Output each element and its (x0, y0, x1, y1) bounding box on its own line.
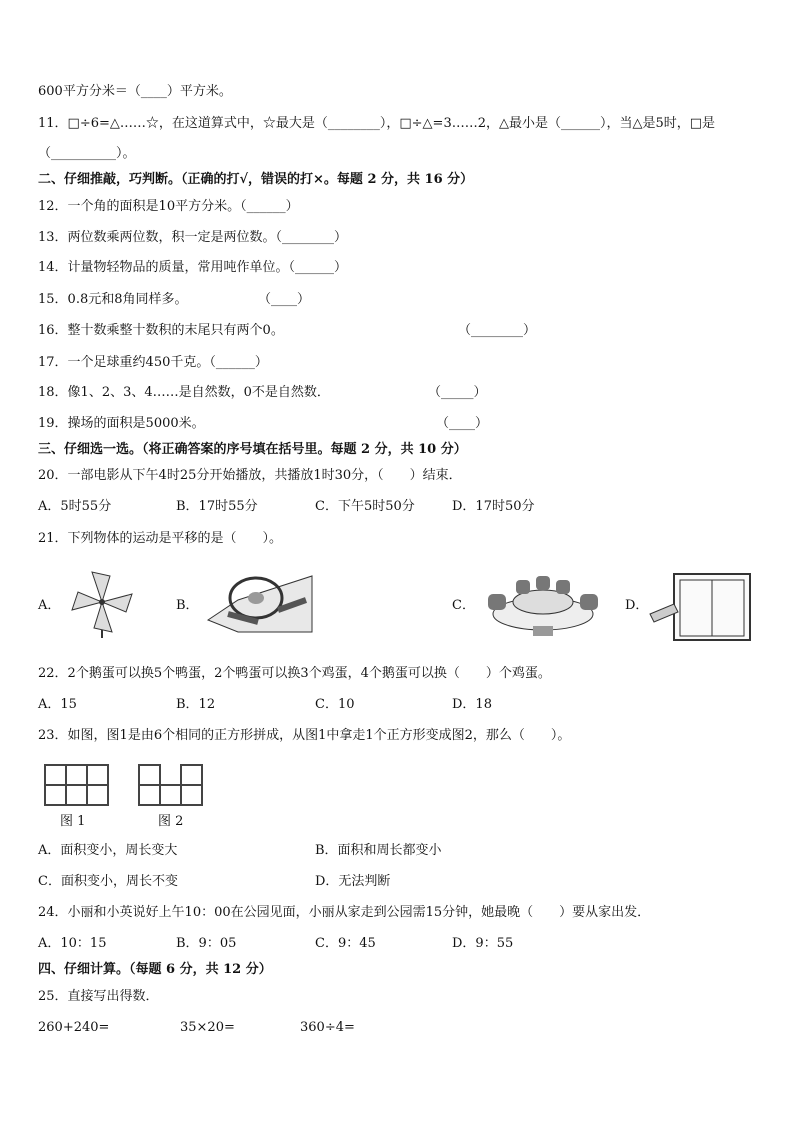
q11-line1: 11．□÷6=△……☆，在这道算式中，☆最大是（________），□÷△=3……2，△最小是（______），当△是5时，□是 (38, 116, 716, 131)
q20: 20．一部电影从下午4时25分开始播放，共播放1时30分，（ ）结束． (38, 468, 462, 483)
section-4-heading: 四、仔细计算。（每题 6 分，共 12 分） (38, 962, 272, 977)
q25-item-3: 360÷4= (300, 1020, 355, 1035)
q22-option-d[interactable]: D．18 (452, 697, 492, 712)
figure-2-label: 图 2 (158, 814, 184, 829)
q20-option-b[interactable]: B．17时55分 (176, 499, 258, 514)
q18-answer-blank[interactable]: （_____） (428, 385, 487, 400)
q24-option-a[interactable]: A．10：15 (38, 936, 107, 951)
q24-option-d[interactable]: D．9：55 (452, 936, 514, 951)
steering-wheel-image (198, 570, 314, 640)
carousel-ride-image (478, 572, 608, 640)
q19: 19．操场的面积是5000米。 (38, 416, 205, 431)
q23: 23．如图，图1是由6个相同的正方形拼成，从图1中拿走1个正方形变成图2，那么（ ）。 (38, 728, 571, 743)
section-3-heading: 三、仔细选一选。（将正确答案的序号填在括号里。每题 2 分，共 10 分） (38, 442, 467, 457)
q21-option-c[interactable]: C． (452, 598, 475, 613)
q21-option-a[interactable]: A． (38, 598, 61, 613)
q12: 12．一个角的面积是10平方分米。（______） (38, 199, 299, 214)
q24-option-c[interactable]: C．9：45 (315, 936, 376, 951)
q10-tail: 600平方分米＝（____）平方米。 (38, 84, 232, 99)
q17: 17．一个足球重约450千克。（______） (38, 355, 268, 370)
section-2-heading: 二、仔细推敲，巧判断。（正确的打√，错误的打×。每题 2 分，共 16 分） (38, 172, 474, 187)
q20-option-a[interactable]: A．5时55分 (38, 499, 112, 514)
q16-answer-blank[interactable]: （________） (458, 323, 537, 338)
q25-item-2: 35×20= (180, 1020, 235, 1035)
pinwheel-image (62, 566, 142, 638)
q21-option-d[interactable]: D． (625, 598, 649, 613)
q16: 16．整十数乘整十数积的末尾只有两个0。 (38, 323, 284, 338)
q23-option-c[interactable]: C．面积变小，周长不变 (38, 874, 178, 889)
q25-item-1: 260+240= (38, 1020, 110, 1035)
q15: 15．0.8元和8角同样多。 (38, 292, 188, 307)
q18: 18．像1、2、3、4……是自然数，0不是自然数． (38, 385, 330, 400)
q20-option-c[interactable]: C．下午5时50分 (315, 499, 415, 514)
q21-option-b[interactable]: B． (176, 598, 199, 613)
q24-option-b[interactable]: B．9：05 (176, 936, 237, 951)
q13: 13．两位数乘两位数，积一定是两位数。（________） (38, 230, 348, 245)
q25: 25．直接写出得数． (38, 989, 159, 1004)
figure-1-grid (44, 764, 110, 806)
q24: 24．小丽和小英说好上午10：00在公园见面，小丽从家走到公园需15分钟，她最晚（ ）要从家出发． (38, 905, 651, 920)
q20-option-d[interactable]: D．17时50分 (452, 499, 535, 514)
q19-answer-blank[interactable]: （____） (436, 416, 489, 431)
q21: 21．下列物体的运动是平移的是（ ）。 (38, 531, 283, 546)
q23-option-a[interactable]: A．面积变小，周长变大 (38, 843, 178, 858)
q22-option-b[interactable]: B．12 (176, 697, 216, 712)
q22: 22．2个鹅蛋可以换5个鸭蛋，2个鸭蛋可以换3个鸡蛋，4个鹅蛋可以换（ ）个鸡蛋。 (38, 666, 551, 681)
q22-option-c[interactable]: C．10 (315, 697, 355, 712)
figure-2-grid (138, 764, 204, 806)
q11-line2: （__________）。 (38, 146, 136, 161)
q22-option-a[interactable]: A．15 (38, 697, 77, 712)
q14: 14．计量物轻物品的质量，常用吨作单位。（______） (38, 260, 348, 275)
q23-option-d[interactable]: D．无法判断 (315, 874, 391, 889)
q15-answer-blank[interactable]: （____） (258, 292, 311, 307)
sliding-window-image (648, 572, 752, 642)
figure-1-label: 图 1 (60, 814, 86, 829)
q23-option-b[interactable]: B．面积和周长都变小 (315, 843, 442, 858)
